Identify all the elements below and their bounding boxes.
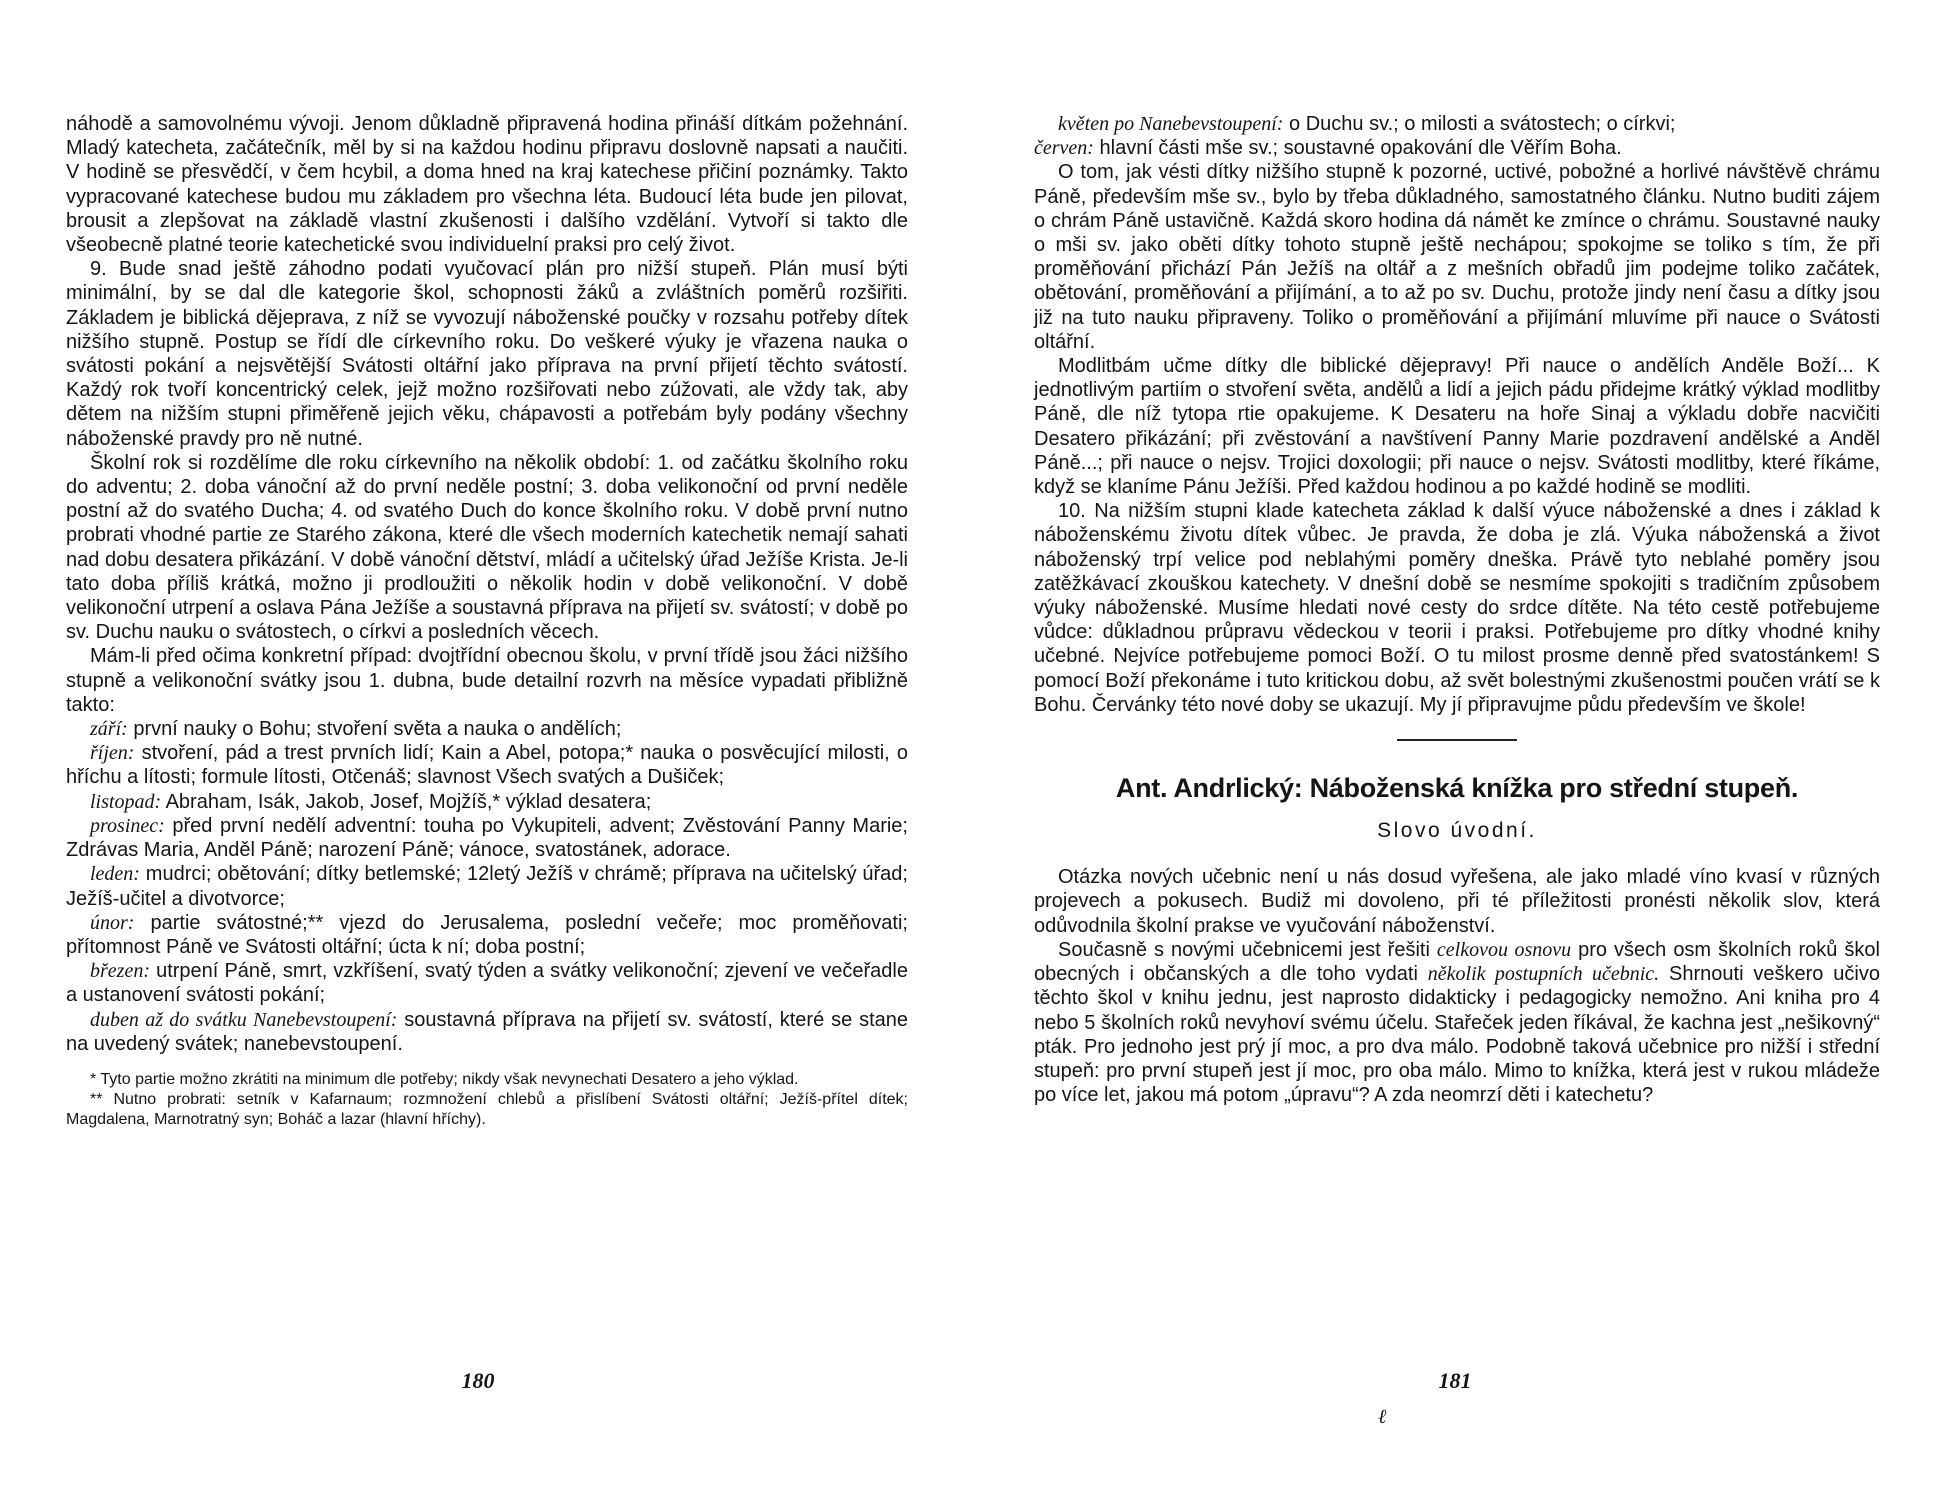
text-run: pro všech osm školních roků škol obecných i občanských a dle toho vydati <box>1034 938 1880 986</box>
month-label: listopad: <box>90 790 162 813</box>
paragraph: Modlitbám učme dítky dle biblické dějepravy! Při nauce o andělích Anděle Boží... K jednotlivým partiím o stvoření světa, andělů a lidí a jejich pádu přidejme krátký výklad modlitby Páně, dle níž tytopa rtie opakujeme. K Desateru na hoře Sinaj a výkladu dobře nacvičiti Desatero přikázání; při zvěstování a navštívení Panny Marie pozdravení andělské a Anděl Páně...; při nauce o nejsv. Trojici doxologii; při nauce o nejsv. Svátosti modlitby, které říkáme, když se klaníme Pánu Ježíši. Před každou hodinou a po každé hodině se modliti. <box>1034 355 1880 499</box>
month-text: stvoření, pád a trest prvních lidí; Kain a Abel, potopa;* nauka o posvěcující milosti, o hříchu a lítosti; formule lítosti, Otčenáš; slavnost Všech svatých a Dušiček; <box>66 742 908 789</box>
month-label: duben až do svátku Nanebevstoupení: <box>90 1008 398 1031</box>
paragraph: 9. Bude snad ještě záhodno podati vyučovací plán pro nižší stupeň. Plán musí býti minimální, by se dal dle kategorie škol, schopnosti žáků a zvláštních poměrů rozšiřiti. Základem je biblická dějeprava, z níž se vyvozují náboženské poučky v rozsahu potřeby dítek nižšího stupně. Postup se řídí dle církevního roku. Do veškeré výuky je vřazena nauka o svátosti pokání a nejsvětější Svátosti oltářní jako příprava na první přijetí těchto svátostí. Každý rok tvoří koncentrický celek, jejž možno rozšiřovati nebo zúžovati, ale vždy tak, aby dětem na nižším stupni přiměřeně jejich věku, chápavosti a potřebám byly podány všechny náboženské pravdy pro ně nutné. <box>66 258 908 450</box>
right-page <box>974 0 1948 1500</box>
month-text: soustavná příprava na přijetí sv. svátostí, které se stane na uvedený svátek; nanebevstoupení. <box>66 1008 908 1055</box>
month-label: září: <box>90 718 128 741</box>
margin-mark: ℓ <box>1378 1406 1387 1428</box>
month-text: mudrci; obětování; dítky betlemské; 12letý Ježíš v chrámě; příprava na učitelský úřad; Ježíš-učitel a divotvorce; <box>66 863 908 910</box>
month-entry <box>66 959 908 1007</box>
left-text-column <box>66 112 908 1130</box>
month-label: březen: <box>90 960 150 983</box>
month-label: leden: <box>90 863 140 886</box>
paragraph: Školní rok si rozdělíme dle roku církevního na několik období: 1. od začátku školního roku do adventu; 2. doba vánoční až do první neděle postní; 3. doba velikonoční od první neděle postní až do svatého Ducha; 4. od svatého Duch do konce školního roku. V době první nutno probrati vhodné partie ze Starého zákona, které dle všech moderních katechetik nemají sahati nad dobu desatera přikázání. V době vánoční dětství, mládí a učitelský úřad Ježíše Krista. Je-li tato doba příliš krátká, možno ji prodloužiti o několik hodin v době velikonoční. V době velikonoční utrpení a oslava Pána Ježíše a soustavná příprava na přijetí sv. svátostí; v době po sv. Duchu nauku o svátostech, o církvi a posledních věcech. <box>66 451 908 644</box>
emphasis: celkovou osnovu <box>1436 938 1572 961</box>
month-label: říjen: <box>90 742 135 765</box>
text-run: Současně s novými učebnicemi jest řešiti <box>1058 938 1437 961</box>
text-run: Shrnouti veškero učivo těchto škol v knihu jednu, jest naprosto didakticky i pedagogicky nemožno. Ani kniha pro 4 nebo 5 školních roků nevyhoví svému účelu. Stařeček jeden říkával, že kachna jest „nešikovný“ pták. Pro jednoho jest prý jí moc, a pro dva málo. Podobně taková učebnice pro nižší i střední stupeň: pro první stupeň jest jí moc, pro oba málo. Mimo to knížka, která jest v rukou mládeže po více let, jakou má potom „úpravu“? A zda neomrzí děti i katechetu? <box>1034 963 1880 1107</box>
month-label: květen po Nanebevstoupení: <box>1058 113 1284 135</box>
emphasis: několik postupních učebnic. <box>1427 963 1660 986</box>
month-text: před první nedělí adventní: touha po Vykupiteli, advent; Zvěstování Panny Marie; Zdrávas Maria, Anděl Páně; narození Páně; vánoce, svatostánek, adorace. <box>66 814 908 862</box>
month-entry <box>66 862 908 910</box>
article-subheading: Slovo úvodní. <box>1377 819 1537 843</box>
paragraph: O tom, jak vésti dítky nižšího stupně k pozorné, uctivé, pobožné a horlivé návštěvě chrámu Páně, především mše sv., bylo by třeba důkladného, samostatného článku. Nutno buditi zájem o chrám Páně ustavičně. Každá skoro hodina dá námět ke zmínce o chrámu. Soustavné nauky o mši sv. jako oběti dítky tohoto stupně ještě nechápou; spokojme se toliko s tím, že při proměňování přichází Pán Ježíš na oltář a z mešních obřadů jim podejme toliko začátek, obětování, proměňování a přijímání, a to až po sv. Duchu, protože jindy není času a dítky jsou již na tuto nauku připraveny. Toliko o proměňování a přijímání mluvíme při nauce o Svátosti oltářní. <box>1034 161 1880 353</box>
page-number: 180 <box>461 1368 495 1393</box>
month-entry <box>1034 112 1880 136</box>
paragraph <box>1034 938 1880 1107</box>
month-entry <box>66 911 908 959</box>
month-entry <box>66 741 908 789</box>
paragraph: Mám-li před očima konkretní případ: dvojtřídní obecnou školu, v první třídě jsou žáci nižšího stupně a velikonoční svátky jsou 1. dubna, bude detailní rozvrh na měsíce vypadati přibližně takto: <box>66 645 908 716</box>
month-entry <box>66 790 908 814</box>
paragraph: Otázka nových učebnic není u nás dosud vyřešena, ale jako mladé víno kvasí v různých projevech a pokusech. Budiž mi dovoleno, při té příležitosti pronésti několik slov, která odůvodnila školní prakse ve vyučování náboženství. <box>1034 866 1880 937</box>
month-entry <box>66 717 908 741</box>
page-number: 181 <box>1438 1368 1472 1393</box>
month-text: hlavní části mše sv.; soustavné opakování dle Věřím Boha. <box>1093 137 1622 160</box>
month-entry <box>66 1008 908 1056</box>
month-text: první nauky o Bohu; stvoření světa a nauka o andělích; <box>127 718 622 741</box>
paragraph: 10. Na nižším stupni klade katecheta základ k další výuce náboženské a dnes i základ k náboženskému životu dítek vůbec. Je pravda, že doba je zlá. Výuka náboženská a život náboženský trpí velice pod neblahými poměry dneška. Právě tyto neblahé poměry jsou zatěžkávací zkouškou katechety. V dnešní době se nesmíme spokojiti s tradičním způsobem výuky náboženské. Musíme hledati nové cesty do srdce dítěte. Na této cestě potřebujeme vůdce: důkladnou průpravu vědeckou v teorii i praksi. Potřebujeme pro dítky vhodné knihy učebné. Nejvíce potřebujeme pomoci Boží. O tu milost prosme denně před svatostánkem! S pomocí Boží překonáme i tuto kritickou dobu, až svět bolestnými zkušenostmi poučen vrátí se k Bohu. Červánky této nové doby se ukazují. My jí připravujme půdu především ve škole! <box>1034 500 1880 716</box>
month-text: o Duchu sv.; o milosti a svátostech; o církvi; <box>1283 113 1676 135</box>
footnote: * Tyto partie možno zkrátiti na minimum dle potřeby; nikdy však nevynechati Desatero a jeho výklad. <box>90 1070 799 1088</box>
month-label: únor: <box>90 911 135 934</box>
section-divider <box>1397 739 1517 741</box>
paragraph: náhodě a samovolnému vývoji. Jenom důkladně připravená hodina přináší dítkám požehnání. Mladý katecheta, začátečník, měl by si na každou hodinu připravu doslovně napsati a naučiti. V hodině se přesvědčí, v čem hcybil, a doma hned na kraj katechese přičiní poznámky. Takto vypracované katechese budou mu základem pro všechna léta. Budoucí léta bude jen pilovat, brousit a zlepšovat na základě vlastní zkušenosti i dalšího vzdělání. Vytvoří si takto dle všeobecně platné teorie katechetické svou individuelní praksi pro celý život. <box>66 113 908 257</box>
month-text: utrpení Páně, smrt, vzkříšení, svatý týden a svátky velikonoční; zjevení ve večeřadle a ustanovení svátosti pokání; <box>66 960 908 1007</box>
footnotes <box>66 1070 908 1130</box>
right-text-column <box>1034 112 1880 1107</box>
month-text: partie svátostné;** vjezd do Jerusalema, poslední večeře; moc proměňovati; přítomnost Páně ve Svátosti oltářní; úcta k ní; doba postní; <box>66 911 908 958</box>
month-text: Abraham, Isák, Jakob, Josef, Mojžíš,* výklad desatera; <box>161 790 652 813</box>
month-label: červen: <box>1034 137 1094 160</box>
month-entry <box>1034 136 1880 160</box>
footnote: ** Nutno probrati: setník v Kafarnaum; rozmnožení chlebů a přislíbení Svátosti oltářní; Ježíš-přítel dítek; Magdalena, Marnotratný syn; Boháč a lazar (hlavní hříchy). <box>66 1090 908 1128</box>
month-label: prosinec: <box>90 814 165 837</box>
article-heading: Ant. Andrlický: Náboženská knížka pro střední stupeň. <box>1115 773 1799 804</box>
month-entry <box>66 814 908 862</box>
